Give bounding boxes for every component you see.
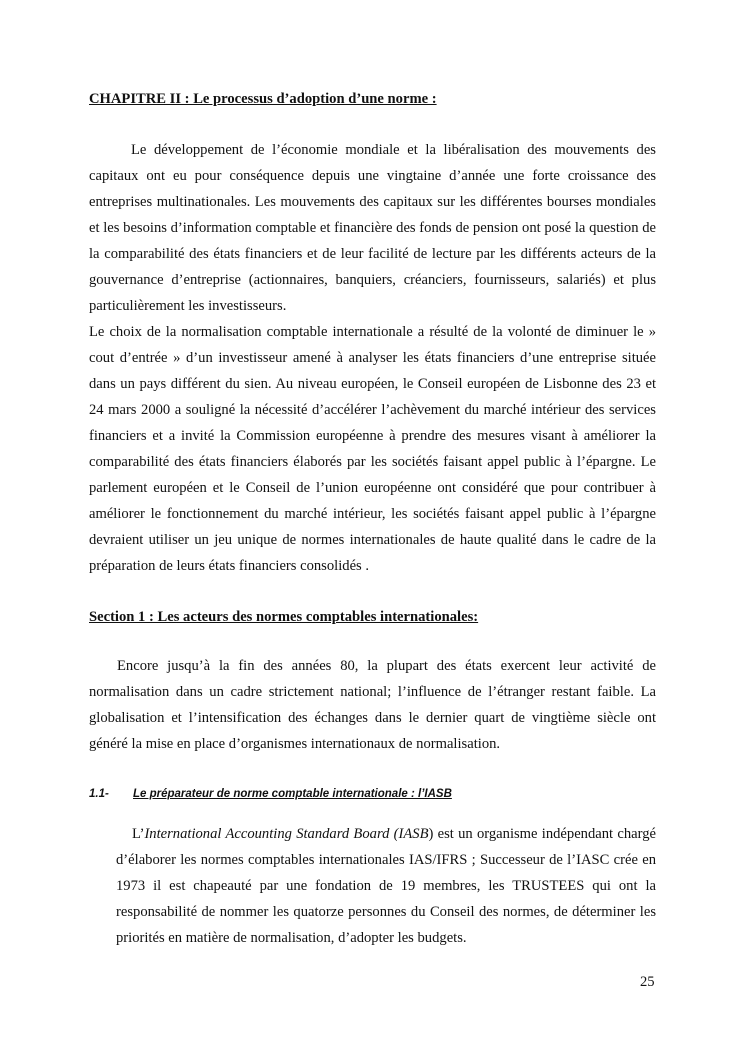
chapter-paragraph-2: Le choix de la normalisation comptable internationale a résulté de la volonté de diminuer le » cout d’entrée » d’un investisseur amené à analyser les états financiers d’une entreprise située dans un pays différent du sien. Au niveau européen, le Conseil européen de Lisbonne des 23 et 24 mars 2000 a souligné la nécessité d’accélérer l’achèvement du marché intérieur des services financiers et a invité la Commission européenne à prendre des mesures visant à améliorer la comparabilité des états financiers élaborés par les sociétés faisant appel public à l’épargne. Le parlement européen et le Conseil de l’union européenne ont considéré que pour contribuer à améliorer le fonctionnement du marché intérieur, les sociétés faisant appel public à l’épargne devraient utiliser un jeu unique de normes internationales de haute qualité dans le cadre de la préparation de leurs états financiers consolidés . bbox=[89, 324, 656, 574]
subsection-1-1-heading bbox=[89, 788, 452, 800]
paragraph-rest: ) est un organisme indépendant chargé d’élaborer les normes comptables internationales IAS/IFRS ; Successeur de l’IASC crée en 1973 il est chapeauté par une fondation de 19 membres, les TRUSTEES qui ont la responsabilité de nommer les quatorze personnes du Conseil des normes, de déterminer les priorités en matière de normalisation, d’adopter les budgets. bbox=[116, 826, 656, 946]
chapter-title: CHAPITRE II : Le processus d’adoption d’une norme : bbox=[89, 91, 437, 107]
chapter-paragraph-1: Le développement de l’économie mondiale et la libéralisation des mouvements des capitaux ont eu pour conséquence depuis une vingtaine d’année une forte croissance des entreprises multinationales. Les mouvements des capitaux sur les différentes bourses mondiales et les besoins d’information comptable et financière des fonds de pension ont posé la question de la comparabilité des états financiers et de leur facilité de lecture par les différents acteurs de la gouvernance d’entreprise (actionnaires, banquiers, créanciers, fournisseurs, salariés) et plus particulièrement les investisseurs. bbox=[89, 142, 656, 314]
section-1-body bbox=[89, 653, 656, 757]
subsection-1-1-paragraph bbox=[116, 821, 656, 951]
subsection-1-1-body bbox=[116, 821, 656, 951]
iasb-full-name: International Accounting Standard Board (IASB bbox=[144, 826, 429, 842]
section-1-paragraph: Encore jusqu’à la fin des années 80, la plupart des états exercent leur activité de normalisation dans un cadre strictement national; l’influence de l’étranger restant faible. La globalisation et l’intensification des échanges dans le dernier quart de vingtième siècle ont généré la mise en place d’organismes internationaux de normalisation. bbox=[89, 658, 656, 752]
section-1-title: Section 1 : Les acteurs des normes comptables internationales: bbox=[89, 609, 479, 625]
page-number: 25 bbox=[640, 974, 655, 990]
subsection-number: 1.1- bbox=[89, 788, 109, 800]
paragraph-prefix: L’ bbox=[132, 826, 145, 842]
subsection-title: Le préparateur de norme comptable internationale : l’IASB bbox=[133, 788, 452, 800]
chapter-body bbox=[89, 137, 656, 579]
